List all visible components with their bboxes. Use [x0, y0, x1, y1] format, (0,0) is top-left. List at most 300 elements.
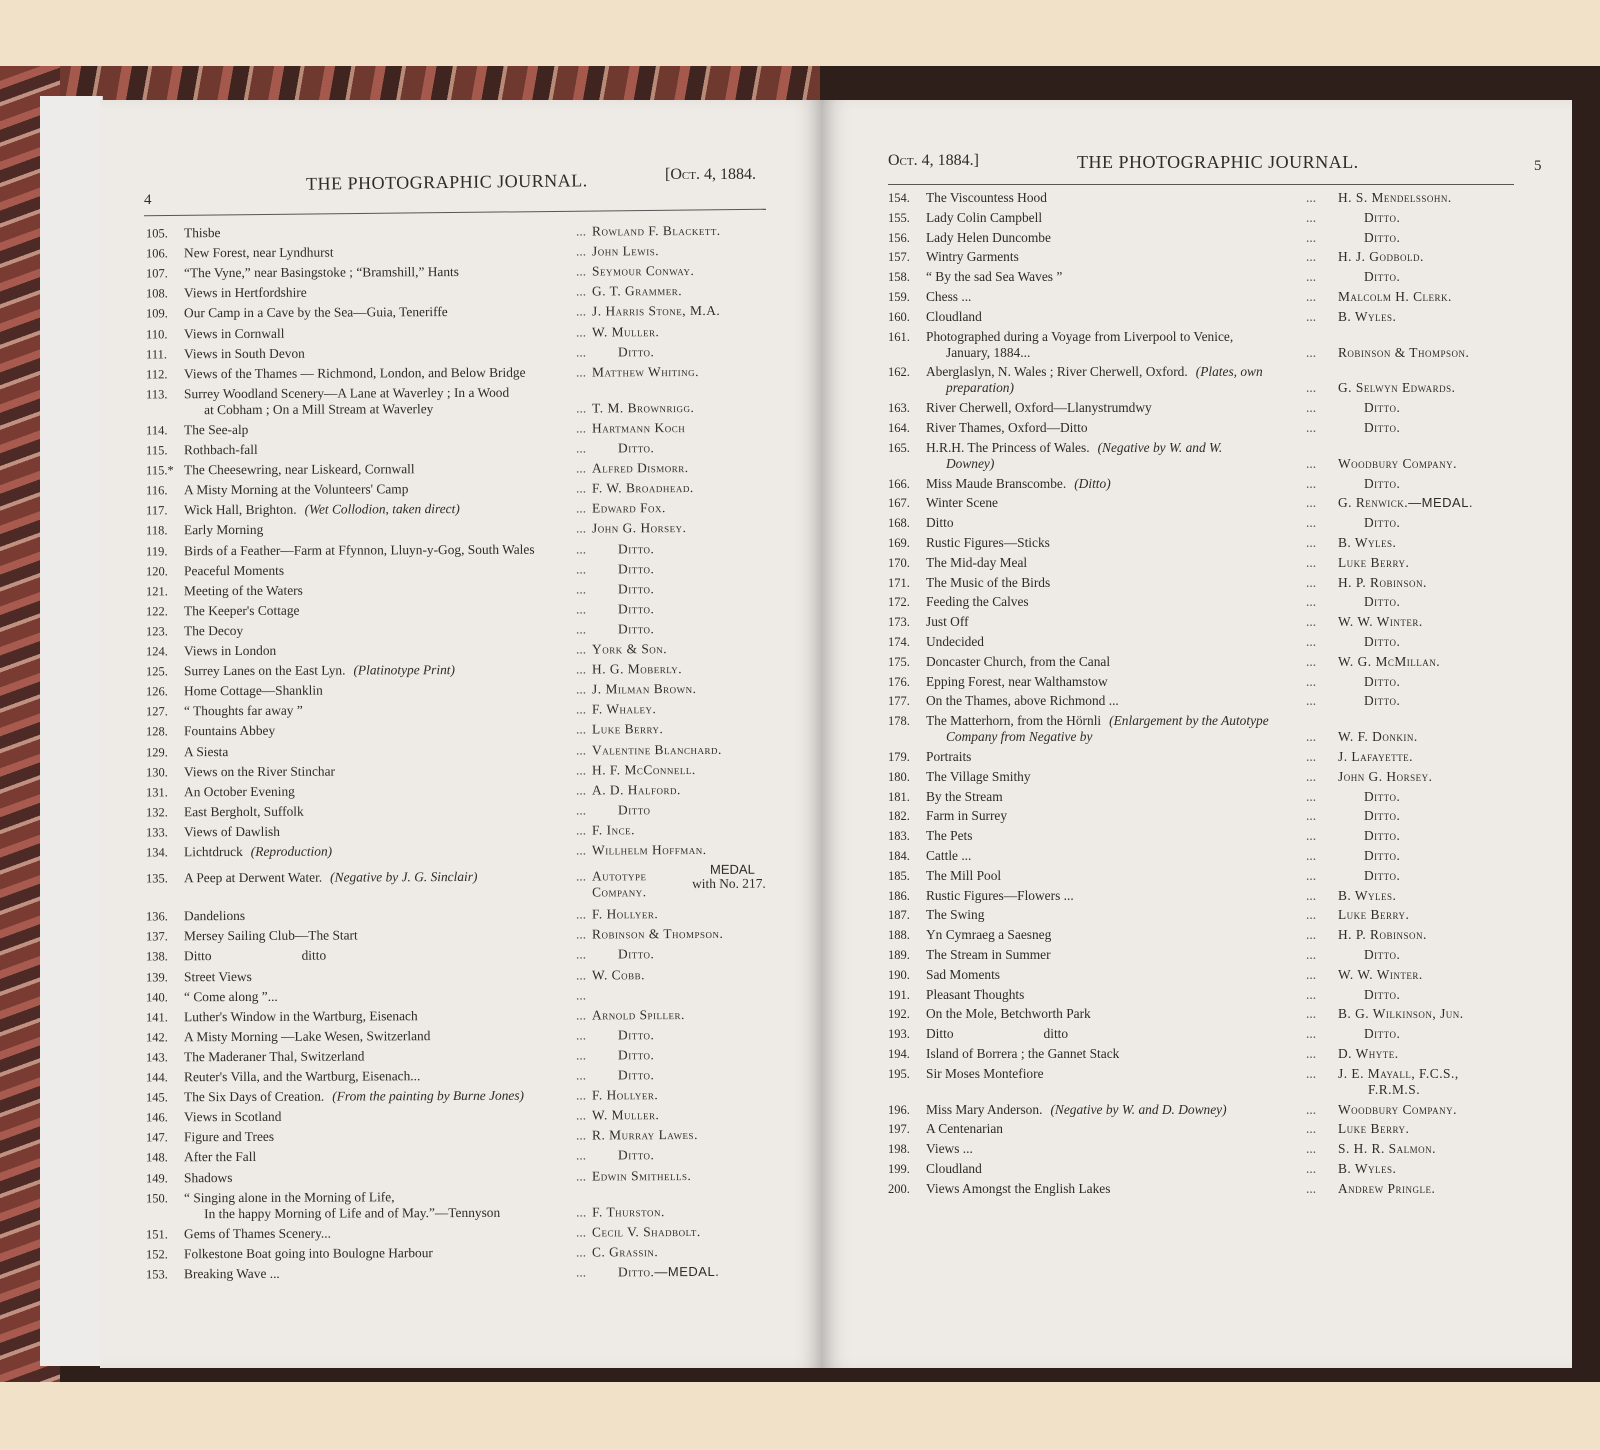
entry-title [184, 603, 300, 620]
entry-title [184, 481, 408, 498]
entry-title [184, 1189, 395, 1206]
entry-number: 200. [888, 1181, 910, 1196]
list-item [146, 263, 786, 281]
exhibitor-name: Woodbury Company. [1338, 1101, 1457, 1117]
entry-number: 181. [888, 789, 910, 804]
entry-title [926, 515, 954, 531]
entry-title [926, 495, 998, 511]
entry-title [184, 643, 276, 659]
list-item [146, 222, 786, 241]
entry-exhibitor [592, 480, 694, 496]
leader-dots: ... [1306, 1006, 1317, 1022]
list-item [146, 243, 786, 261]
entry-exhibitor [592, 243, 659, 259]
entry-title [184, 948, 326, 965]
entry-number: 131. [146, 784, 168, 800]
entry-exhibitor [618, 1027, 654, 1043]
leader-dots: ... [575, 1167, 587, 1184]
entry-exhibitor [592, 842, 707, 858]
exhibitor-name: Edwin Smithells. [591, 1167, 692, 1183]
entry-title [184, 522, 263, 538]
entry-number: 111. [146, 346, 168, 361]
list-item [146, 1107, 786, 1125]
list-item [146, 303, 786, 321]
exhibitor-name: York & Son. [591, 641, 668, 657]
leader-dots: ... [1306, 1141, 1317, 1157]
entry-exhibitor [1364, 476, 1400, 492]
entry-title-text: Cloudland [926, 1161, 982, 1176]
exhibitor-name: H. S. Mendelssohn. [1338, 190, 1452, 205]
entry-title-text: Meeting of the Waters [184, 582, 303, 598]
entry-title [926, 1066, 1044, 1082]
exhibitor-name: Ditto. [617, 1047, 655, 1063]
list-item [146, 661, 786, 679]
entry-number: 120. [146, 563, 168, 578]
entry-title [926, 654, 1110, 670]
exhibitor-name: Robinson & Thompson. [591, 926, 724, 942]
entry-exhibitor [618, 344, 654, 360]
exhibitor-name: W. Muller. [591, 323, 660, 339]
entry-number: 143. [146, 1050, 168, 1065]
entry-title-text: Gems of Thames Scenery... [184, 1225, 331, 1241]
entry-title [926, 1141, 973, 1157]
entry-title [184, 1088, 524, 1105]
entry-title-text: Folkestone Boat going into Boulogne Harbour [184, 1244, 433, 1262]
leader-dots: ... [575, 721, 587, 737]
entry-title-text: Yn Cymraeg a Saesneg [926, 927, 1052, 943]
entry-exhibitor [592, 641, 667, 657]
entry-title-text: Just Off [926, 614, 969, 630]
entry-title-text: Street Views [184, 968, 252, 984]
entry-note: (Negative by W. and W. [1097, 439, 1223, 455]
entry-title-text: Breaking Wave ... [184, 1265, 280, 1282]
entry-title-text: Aberglaslyn, N. Wales ; River Cherwell, Oxford. [926, 364, 1188, 380]
entry-exhibitor [592, 661, 682, 677]
list-item [146, 1087, 786, 1105]
entry-number: 179. [888, 750, 910, 764]
list-item [146, 821, 786, 840]
entry-title [184, 1028, 430, 1045]
entry-number: 105. [146, 226, 168, 241]
leader-dots: ... [1306, 594, 1317, 610]
leader-dots: ... [575, 440, 587, 456]
list-item [146, 343, 786, 361]
entry-exhibitor [618, 1148, 654, 1164]
entry-title-text: Peaceful Moments [184, 562, 285, 578]
entry-number: 147. [146, 1130, 168, 1145]
exhibitor-name: G. Selwyn Edwards. [1338, 380, 1456, 396]
exhibitor-name: Autotype [591, 868, 647, 884]
entry-exhibitor [1338, 1121, 1409, 1137]
entry-title [926, 808, 1007, 824]
entry-exhibitor [1364, 400, 1400, 416]
entry-title [184, 345, 305, 362]
entry-number: 127. [146, 704, 168, 719]
entry-number: 158. [888, 270, 910, 285]
entry-title-text: The Village Smithy [926, 768, 1031, 784]
leader-dots: ... [575, 344, 587, 360]
entry-number: 163. [888, 401, 910, 416]
right-journal-title: THE PHOTOGRAPHIC JOURNAL. [1077, 152, 1359, 172]
list-item [146, 841, 786, 860]
entry-exhibitor [1364, 674, 1400, 690]
exhibitor-name: Ditto. [1364, 693, 1401, 709]
entry-number: 114. [146, 423, 168, 438]
entry-number: 169. [888, 536, 910, 550]
entry-number: 184. [888, 849, 910, 863]
entry-number: 186. [888, 888, 910, 903]
left-journal-title: THE PHOTOGRAPHIC JOURNAL. [305, 170, 588, 194]
entry-exhibitor [1338, 380, 1456, 396]
left-page [100, 100, 822, 1368]
entry-title [184, 1170, 232, 1186]
entry-exhibitor [592, 400, 694, 416]
entry-number: 125. [146, 664, 168, 679]
entry-title-text: Shadows [184, 1169, 233, 1185]
leader-dots: ... [575, 926, 587, 942]
entry-exhibitor [592, 722, 663, 738]
entry-title [184, 988, 278, 1004]
entry-exhibitor [618, 1067, 654, 1083]
list-item [146, 419, 786, 438]
entry-title-continued: preparation) [946, 380, 1014, 396]
entry-exhibitor [1364, 420, 1400, 436]
entry-number: 187. [888, 908, 910, 923]
exhibitor-name: Ditto. [617, 1067, 655, 1083]
leader-dots: ... [575, 581, 587, 597]
entry-number: 156. [888, 230, 910, 245]
right-page-number: 5 [1534, 158, 1542, 174]
entry-title-text: Lady Colin Campbell [926, 209, 1043, 225]
entry-title [926, 868, 1001, 884]
entry-number: 138. [146, 949, 168, 964]
exhibitor-name: Ditto. [1364, 634, 1401, 649]
entry-number: 170. [888, 555, 910, 570]
entry-number: 106. [146, 246, 168, 261]
entry-exhibitor [592, 822, 635, 838]
entry-title [926, 329, 1233, 345]
list-item [146, 580, 786, 599]
exhibitor-name: Ditto. [617, 440, 655, 456]
entry-exhibitor [592, 263, 694, 279]
entry-title [184, 662, 455, 679]
entry-number: 139. [146, 969, 168, 984]
exhibitor-name-continued: F.R.M.S. [1368, 1081, 1421, 1097]
entry-number: 142. [146, 1030, 168, 1045]
entry-title-text: The Viscountess Hood [926, 190, 1047, 205]
leader-dots: ... [575, 906, 587, 922]
leader-dots: ... [575, 822, 587, 838]
entry-title [184, 541, 535, 559]
entry-exhibitor [1338, 190, 1452, 206]
entry-title [184, 1109, 281, 1125]
entry-number: 108. [146, 286, 168, 301]
entry-number: 109. [146, 306, 168, 321]
entry-exhibitor [1338, 575, 1427, 591]
entry-number: 129. [146, 744, 168, 759]
medal-award-note: with No. 217. [692, 875, 766, 892]
entry-title-text: On the Thames, above Richmond ... [926, 693, 1119, 709]
list-item [146, 966, 786, 984]
exhibitor-name: W. Cobb. [591, 966, 645, 982]
entry-exhibitor [1364, 808, 1400, 824]
list-item [146, 1046, 786, 1065]
entry-title-continued: Downey) [946, 455, 995, 471]
entry-title-text: Farm in Surrey [926, 808, 1008, 824]
entry-title-text: The See-alp [184, 421, 249, 438]
list-item [146, 1006, 786, 1025]
entry-number: 116. [146, 483, 168, 498]
leader-dots: ... [1306, 907, 1317, 923]
exhibitor-name: Ditto. [1364, 947, 1401, 962]
entry-exhibitor [592, 500, 666, 516]
exhibitor-name: Ditto. [1364, 828, 1401, 844]
entry-title-text: “ Come along ”... [184, 988, 278, 1004]
entry-title-text: Views in Cornwall [184, 325, 285, 341]
entry-title-extra: ditto [301, 948, 327, 964]
exhibitor-name: W. W. Winter. [1338, 614, 1423, 630]
leader-dots: ... [1306, 420, 1317, 435]
entry-title [926, 713, 1269, 729]
leader-dots: ... [575, 946, 587, 962]
right-page [822, 100, 1572, 1368]
entry-title [184, 225, 221, 241]
exhibitor-name: J. Milman Brown. [591, 681, 697, 697]
leader-dots: ... [575, 1264, 587, 1280]
exhibitor-name: Ditto. [1364, 986, 1401, 1002]
entry-exhibitor [1364, 230, 1400, 246]
entry-title [184, 501, 460, 518]
entry-number: 153. [146, 1267, 168, 1282]
leader-dots: ... [575, 263, 587, 279]
entry-exhibitor [1364, 634, 1400, 650]
entry-title-text: A Misty Morning at the Volunteers' Camp [184, 481, 409, 498]
entry-number: 192. [888, 1007, 910, 1022]
entry-title [184, 1129, 274, 1145]
leader-dots: ... [1306, 269, 1317, 285]
entry-title-text: Surrey Woodland Scenery—A Lane at Waverley ; In a Wood [184, 384, 510, 402]
entry-note: (Wet Collodion, taken direct) [304, 501, 460, 518]
leader-dots: ... [575, 802, 587, 818]
entry-title [926, 967, 1000, 983]
entry-exhibitor [592, 1007, 685, 1023]
list-item [146, 460, 786, 478]
exhibitor-name: W. G. McMillan. [1338, 653, 1441, 669]
list-item [146, 946, 786, 964]
entry-exhibitor [1338, 888, 1396, 904]
entry-exhibitor [618, 561, 654, 577]
list-item [146, 620, 786, 639]
exhibitor-name: B. Wyles. [1338, 1161, 1397, 1176]
entry-number: 188. [888, 928, 910, 943]
leader-dots: ... [575, 987, 587, 1003]
entry-title [926, 210, 1042, 226]
entry-title-text: The Mid-day Meal [926, 554, 1028, 570]
exhibitor-name: G. Renwick. [1338, 495, 1409, 511]
entry-title [926, 230, 1051, 246]
entry-title [926, 789, 1003, 805]
entry-title-text: “ Singing alone in the Morning of Life, [184, 1188, 395, 1205]
exhibitor-name: B. Wyles. [1338, 308, 1397, 324]
entry-number: 197. [888, 1122, 910, 1137]
entry-number: 173. [888, 615, 910, 630]
entry-number: 126. [146, 684, 168, 699]
entry-exhibitor [592, 1204, 665, 1220]
entry-title-text: The Keeper's Cottage [184, 602, 300, 619]
leader-dots: ... [575, 540, 587, 557]
entry-exhibitor [1338, 249, 1424, 265]
exhibitor-name: Ditto. [1364, 808, 1401, 824]
entry-title-text: Home Cottage—Shanklin [184, 682, 323, 699]
entry-title-text: Miss Maude Branscombe. [926, 475, 1067, 491]
entry-title [926, 1181, 1110, 1197]
entry-title [184, 783, 295, 799]
entry-title-text: Mersey Sailing Club—The Start [184, 927, 358, 944]
entry-number: 193. [888, 1027, 910, 1042]
entry-exhibitor [618, 581, 654, 597]
exhibitor-name: Ditto. [1364, 673, 1401, 689]
exhibitor-name: H. P. Robinson. [1338, 574, 1427, 590]
exhibitor-name: Ditto. [1364, 229, 1401, 245]
exhibitor-name: Ditto. [1364, 209, 1401, 225]
entry-title-text: The Maderaner Thal, Switzerland [184, 1048, 365, 1065]
right-header-date: Oct. 4, 1884.] [888, 152, 979, 169]
entry-title [926, 190, 1047, 206]
entry-title-text: New Forest, near Lyndhurst [184, 244, 334, 261]
entry-title-text: Portraits [926, 749, 972, 764]
entry-title [926, 749, 971, 765]
exhibitor-name: Alfred Dismorr. [591, 460, 689, 476]
leader-dots: ... [1306, 653, 1317, 669]
leader-dots: ... [575, 460, 587, 476]
entry-number: 148. [146, 1150, 168, 1165]
leader-dots: ... [575, 480, 587, 496]
list-item [146, 560, 786, 578]
exhibitor-name: Robinson & Thompson. [1338, 344, 1470, 360]
entry-exhibitor [618, 601, 654, 617]
entry-exhibitor [1364, 789, 1400, 805]
entry-number: 133. [146, 825, 168, 840]
entry-number: 199. [888, 1162, 910, 1176]
entry-number: 171. [888, 575, 910, 590]
entry-title-text: The Matterhorn, from the Hörnli [926, 713, 1102, 729]
list-item [146, 801, 786, 820]
entry-number: 107. [146, 266, 168, 281]
entry-title [184, 824, 280, 840]
entry-number: 119. [146, 543, 168, 558]
leader-dots: ... [575, 868, 587, 884]
entry-number: 164. [888, 421, 910, 435]
entry-number: 135. [146, 871, 168, 886]
entry-title [184, 422, 248, 438]
entry-title-text: A Centenarian [926, 1121, 1003, 1137]
entry-exhibitor [1364, 269, 1400, 285]
leader-dots: ... [1306, 1065, 1317, 1081]
entry-exhibitor [1364, 848, 1400, 864]
entry-title-text: Early Morning [184, 522, 264, 538]
list-item [146, 1223, 786, 1242]
exhibitor-name: T. M. Brownrigg. [592, 399, 695, 416]
entry-exhibitor [618, 1264, 719, 1280]
entry-number: 145. [146, 1090, 168, 1105]
leader-dots: ... [575, 223, 587, 239]
entry-number: 180. [888, 769, 910, 784]
entry-exhibitor [1338, 495, 1473, 511]
entry-exhibitor [618, 621, 654, 637]
exhibitor-name: John G. Horsey. [1338, 768, 1433, 784]
entry-title-text: Views ... [926, 1141, 973, 1157]
entry-title [926, 594, 1029, 610]
entry-number: 128. [146, 724, 168, 739]
list-item [146, 926, 786, 944]
leader-dots: ... [1306, 634, 1317, 649]
entry-title [926, 947, 1051, 963]
list-item [146, 1026, 786, 1045]
exhibitor-name: Luke Berry. [1338, 907, 1410, 923]
entry-title-text: Thisbe [184, 225, 221, 241]
list-item [146, 721, 786, 739]
entry-note: (Negative by W. and D. Downey) [1050, 1101, 1227, 1117]
entry-title [184, 968, 252, 984]
list-item [146, 540, 786, 558]
entry-number: 190. [888, 967, 910, 982]
entry-number: 122. [146, 604, 168, 619]
exhibitor-name: Malcolm H. Clerk. [1338, 289, 1452, 304]
entry-title [184, 1245, 433, 1262]
entry-title-text: Ditto [926, 515, 954, 531]
exhibitor-name: Luke Berry. [591, 721, 664, 737]
entry-exhibitor [1364, 987, 1400, 1003]
leader-dots: ... [575, 1087, 587, 1103]
entry-note: (Reproduction) [250, 843, 333, 859]
entry-title-text: By the Stream [926, 788, 1003, 804]
leader-dots: ... [1306, 535, 1317, 550]
entry-number: 167. [888, 496, 910, 511]
entry-title-text: Reuter's Villa, and the Wartburg, Eisenach... [184, 1068, 421, 1085]
entry-number: 115. [146, 443, 168, 458]
exhibitor-name: B. Wyles. [1338, 887, 1397, 903]
entry-exhibitor [1338, 654, 1440, 670]
entry-exhibitor [592, 868, 647, 884]
entry-exhibitor [1338, 345, 1469, 361]
entry-exhibitor [1338, 535, 1396, 551]
leader-dots: ... [1306, 808, 1317, 824]
leader-dots: ... [575, 762, 587, 778]
list-item [146, 383, 786, 417]
entry-title-continued: January, 1884... [946, 344, 1031, 360]
entry-exhibitor [1364, 693, 1400, 709]
entry-title-text: Chess ... [926, 289, 972, 304]
exhibitor-name: Ditto. [617, 621, 655, 637]
exhibitor-name: C. Grassin. [591, 1243, 659, 1260]
exhibitor-name: Ditto. [1364, 515, 1401, 531]
leader-dots: ... [575, 420, 587, 436]
exhibitor-name: Ditto. [1364, 420, 1401, 435]
entry-title [926, 269, 1062, 285]
entry-exhibitor [618, 802, 651, 818]
entry-title-text: The Pets [926, 828, 973, 844]
entry-title-text: Cattle ... [926, 848, 972, 863]
exhibitor-name: F. Whaley. [591, 701, 657, 717]
leader-dots: ... [575, 520, 587, 536]
left-header-rule [144, 209, 766, 217]
entry-title-text: Figure and Trees [184, 1129, 275, 1145]
leader-dots: ... [575, 701, 587, 717]
entry-title [184, 325, 284, 341]
entry-number: 157. [888, 250, 910, 265]
entry-title-text: Our Camp in a Cave by the Sea—Guia, Teneriffe [184, 304, 448, 321]
leader-dots: ... [1306, 495, 1317, 511]
